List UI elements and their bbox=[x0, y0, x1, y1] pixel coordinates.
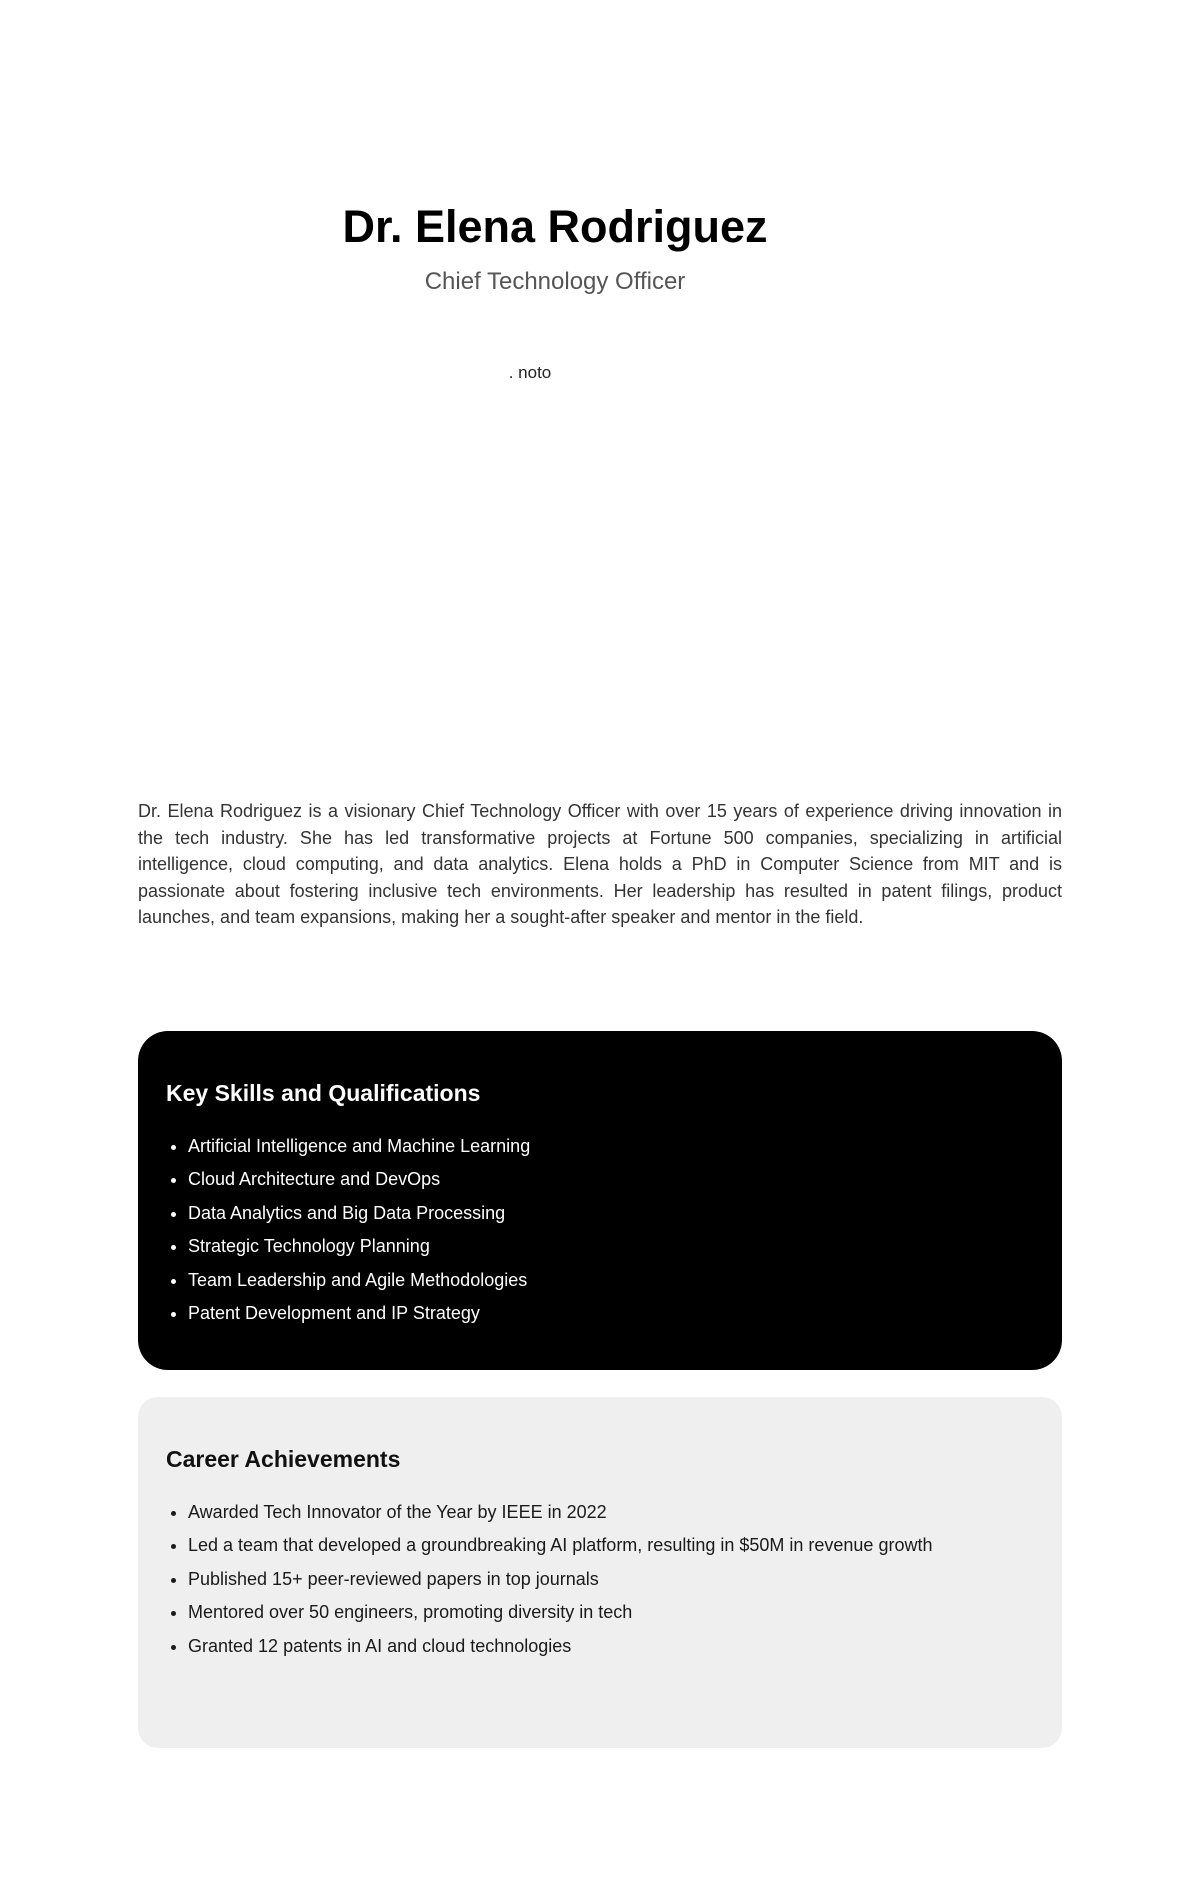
page-subtitle: Chief Technology Officer bbox=[424, 268, 686, 295]
bio-page bbox=[138, 200, 1062, 1748]
list-item: • Artificial Intelligence and Machine Learning bbox=[188, 1135, 1034, 1158]
achievements-list bbox=[166, 1501, 1034, 1658]
page-title: Dr. Elena Rodriguez bbox=[342, 201, 768, 252]
photo-alt-text: . noto bbox=[508, 363, 552, 382]
list-item: • Led a team that developed a groundbreaking AI platform, resulting in $50M in revenue growth bbox=[188, 1534, 1034, 1557]
list-item: • Team Leadership and Agile Methodologies bbox=[188, 1269, 1034, 1292]
list-item: • Data Analytics and Big Data Processing bbox=[188, 1202, 1034, 1225]
bio-paragraph: Dr. Elena Rodriguez is a visionary Chief Technology Officer with over 15 years of experience driving innovation in the tech industry. She has led transformative projects at Fortune 500 companies, specializing in artificial intelligence, cloud computing, and data analytics. Elena holds a PhD in Computer Science from MIT and is passionate about fostering inclusive tech environments. Her leadership has resulted in patent filings, product launches, and team expansions, making her a sought-after speaker and mentor in the field. bbox=[138, 801, 1062, 927]
list-item: • Published 15+ peer-reviewed papers in top journals bbox=[188, 1568, 1034, 1591]
broken-photo-placeholder bbox=[138, 335, 972, 790]
list-item: • Patent Development and IP Strategy bbox=[188, 1302, 1034, 1325]
skills-list bbox=[166, 1135, 1034, 1325]
achievements-heading: Career Achievements bbox=[166, 1445, 401, 1472]
list-item: • Strategic Technology Planning bbox=[188, 1235, 1034, 1258]
list-item: • Awarded Tech Innovator of the Year by IEEE in 2022 bbox=[188, 1501, 1034, 1524]
list-item: • Mentored over 50 engineers, promoting diversity in tech bbox=[188, 1601, 1034, 1624]
achievements-card bbox=[138, 1397, 1062, 1749]
list-item: • Granted 12 patents in AI and cloud technologies bbox=[188, 1635, 1034, 1658]
list-item: • Cloud Architecture and DevOps bbox=[188, 1168, 1034, 1191]
skills-card bbox=[138, 1031, 1062, 1370]
skills-heading: Key Skills and Qualifications bbox=[166, 1079, 481, 1106]
page-header bbox=[138, 200, 972, 790]
